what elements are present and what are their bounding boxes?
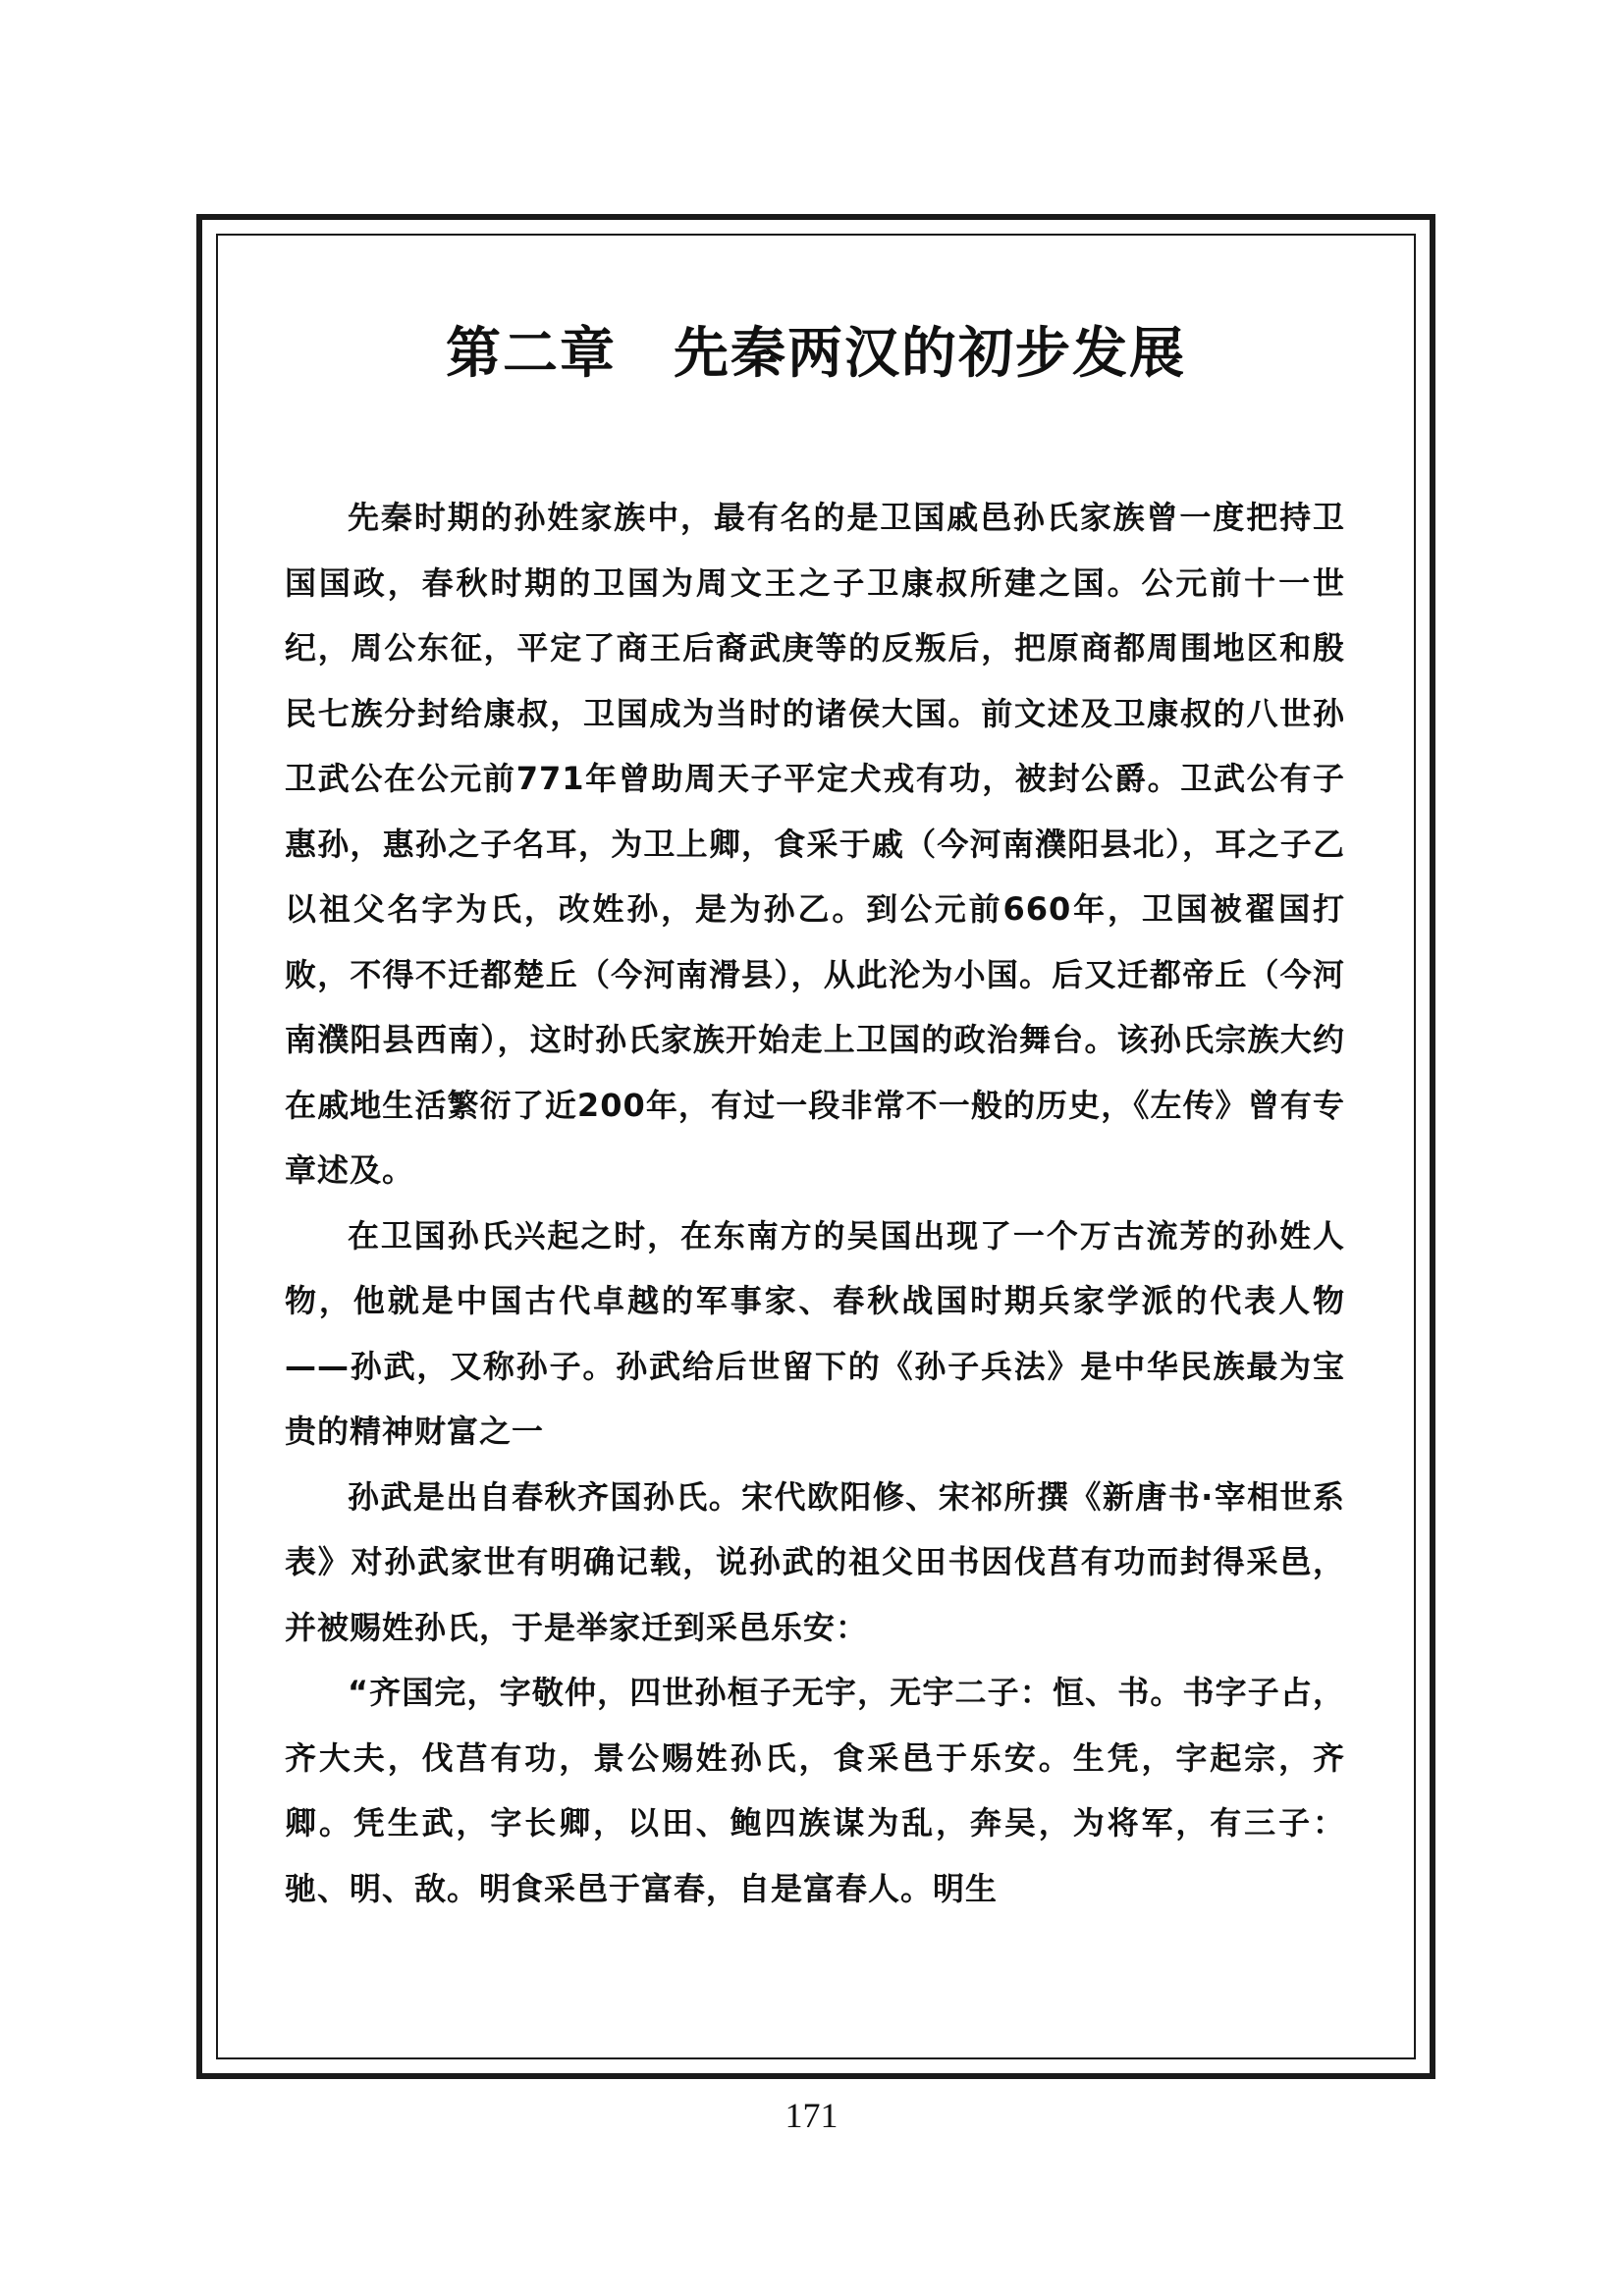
- body-text: [285, 485, 1345, 1921]
- paragraph: “齐国完，字敬仲，四世孙桓子无宇，无宇二子：恒、书。书字子占，齐大夫，伐莒有功，景公赐姓孙氏，食采邑于乐安。生凭，字起宗，齐卿。凭生武，字长卿，以田、鲍四族谋为乱，奔吴，为将军，有三子：驰、明、敌。明食采邑于富春，自是富春人。明生: [285, 1674, 1345, 1907]
- page-number: 171: [784, 2096, 839, 2135]
- paragraph: 先秦时期的孙姓家族中，最有名的是卫国戚邑孙氏家族曾一度把持卫国国政，春秋时期的卫国为周文王之子卫康叔所建之国。公元前十一世纪，周公东征，平定了商王后裔武庚等的反叛后，把原商都周围地区和殷民七族分封给康叔，卫国成为当时的诸侯大国。前文述及卫康叔的八世孙卫武公在公元前771年曾助周天子平定犬戎有功，被封公爵。卫武公有子惠孙，惠孙之子名耳，为卫上卿，食采于戚（今河南濮阳县北），耳之子乙以祖父名字为氏，改姓孙，是为孙乙。到公元前660年，卫国被翟国打败，不得不迁都楚丘（今河南滑县），从此沦为小国。后又迁都帝丘（今河南濮阳县西南），这时孙氏家族开始走上卫国的政治舞台。该孙氏宗族大约在戚地生活繁衍了近200年，有过一段非常不一般的历史，《左传》曾有专章述及。: [285, 499, 1345, 1189]
- chapter-title: 第二章 先秦两汉的初步发展: [446, 321, 1186, 386]
- paragraph: 孙武是出自春秋齐国孙氏。宋代欧阳修、宋祁所撰《新唐书·宰相世系表》对孙武家世有明确记载，说孙武的祖父田书因伐莒有功而封得采邑，并被赐姓孙氏，于是举家迁到采邑乐安：: [285, 1477, 1345, 1646]
- paragraph: 在卫国孙氏兴起之时，在东南方的吴国出现了一个万古流芳的孙姓人物，他就是中国古代卓越的军事家、春秋战国时期兵家学派的代表人物——孙武，又称孙子。孙武给后世留下的《孙子兵法》是中华民族最为宝贵的精神财富之一: [285, 1216, 1345, 1450]
